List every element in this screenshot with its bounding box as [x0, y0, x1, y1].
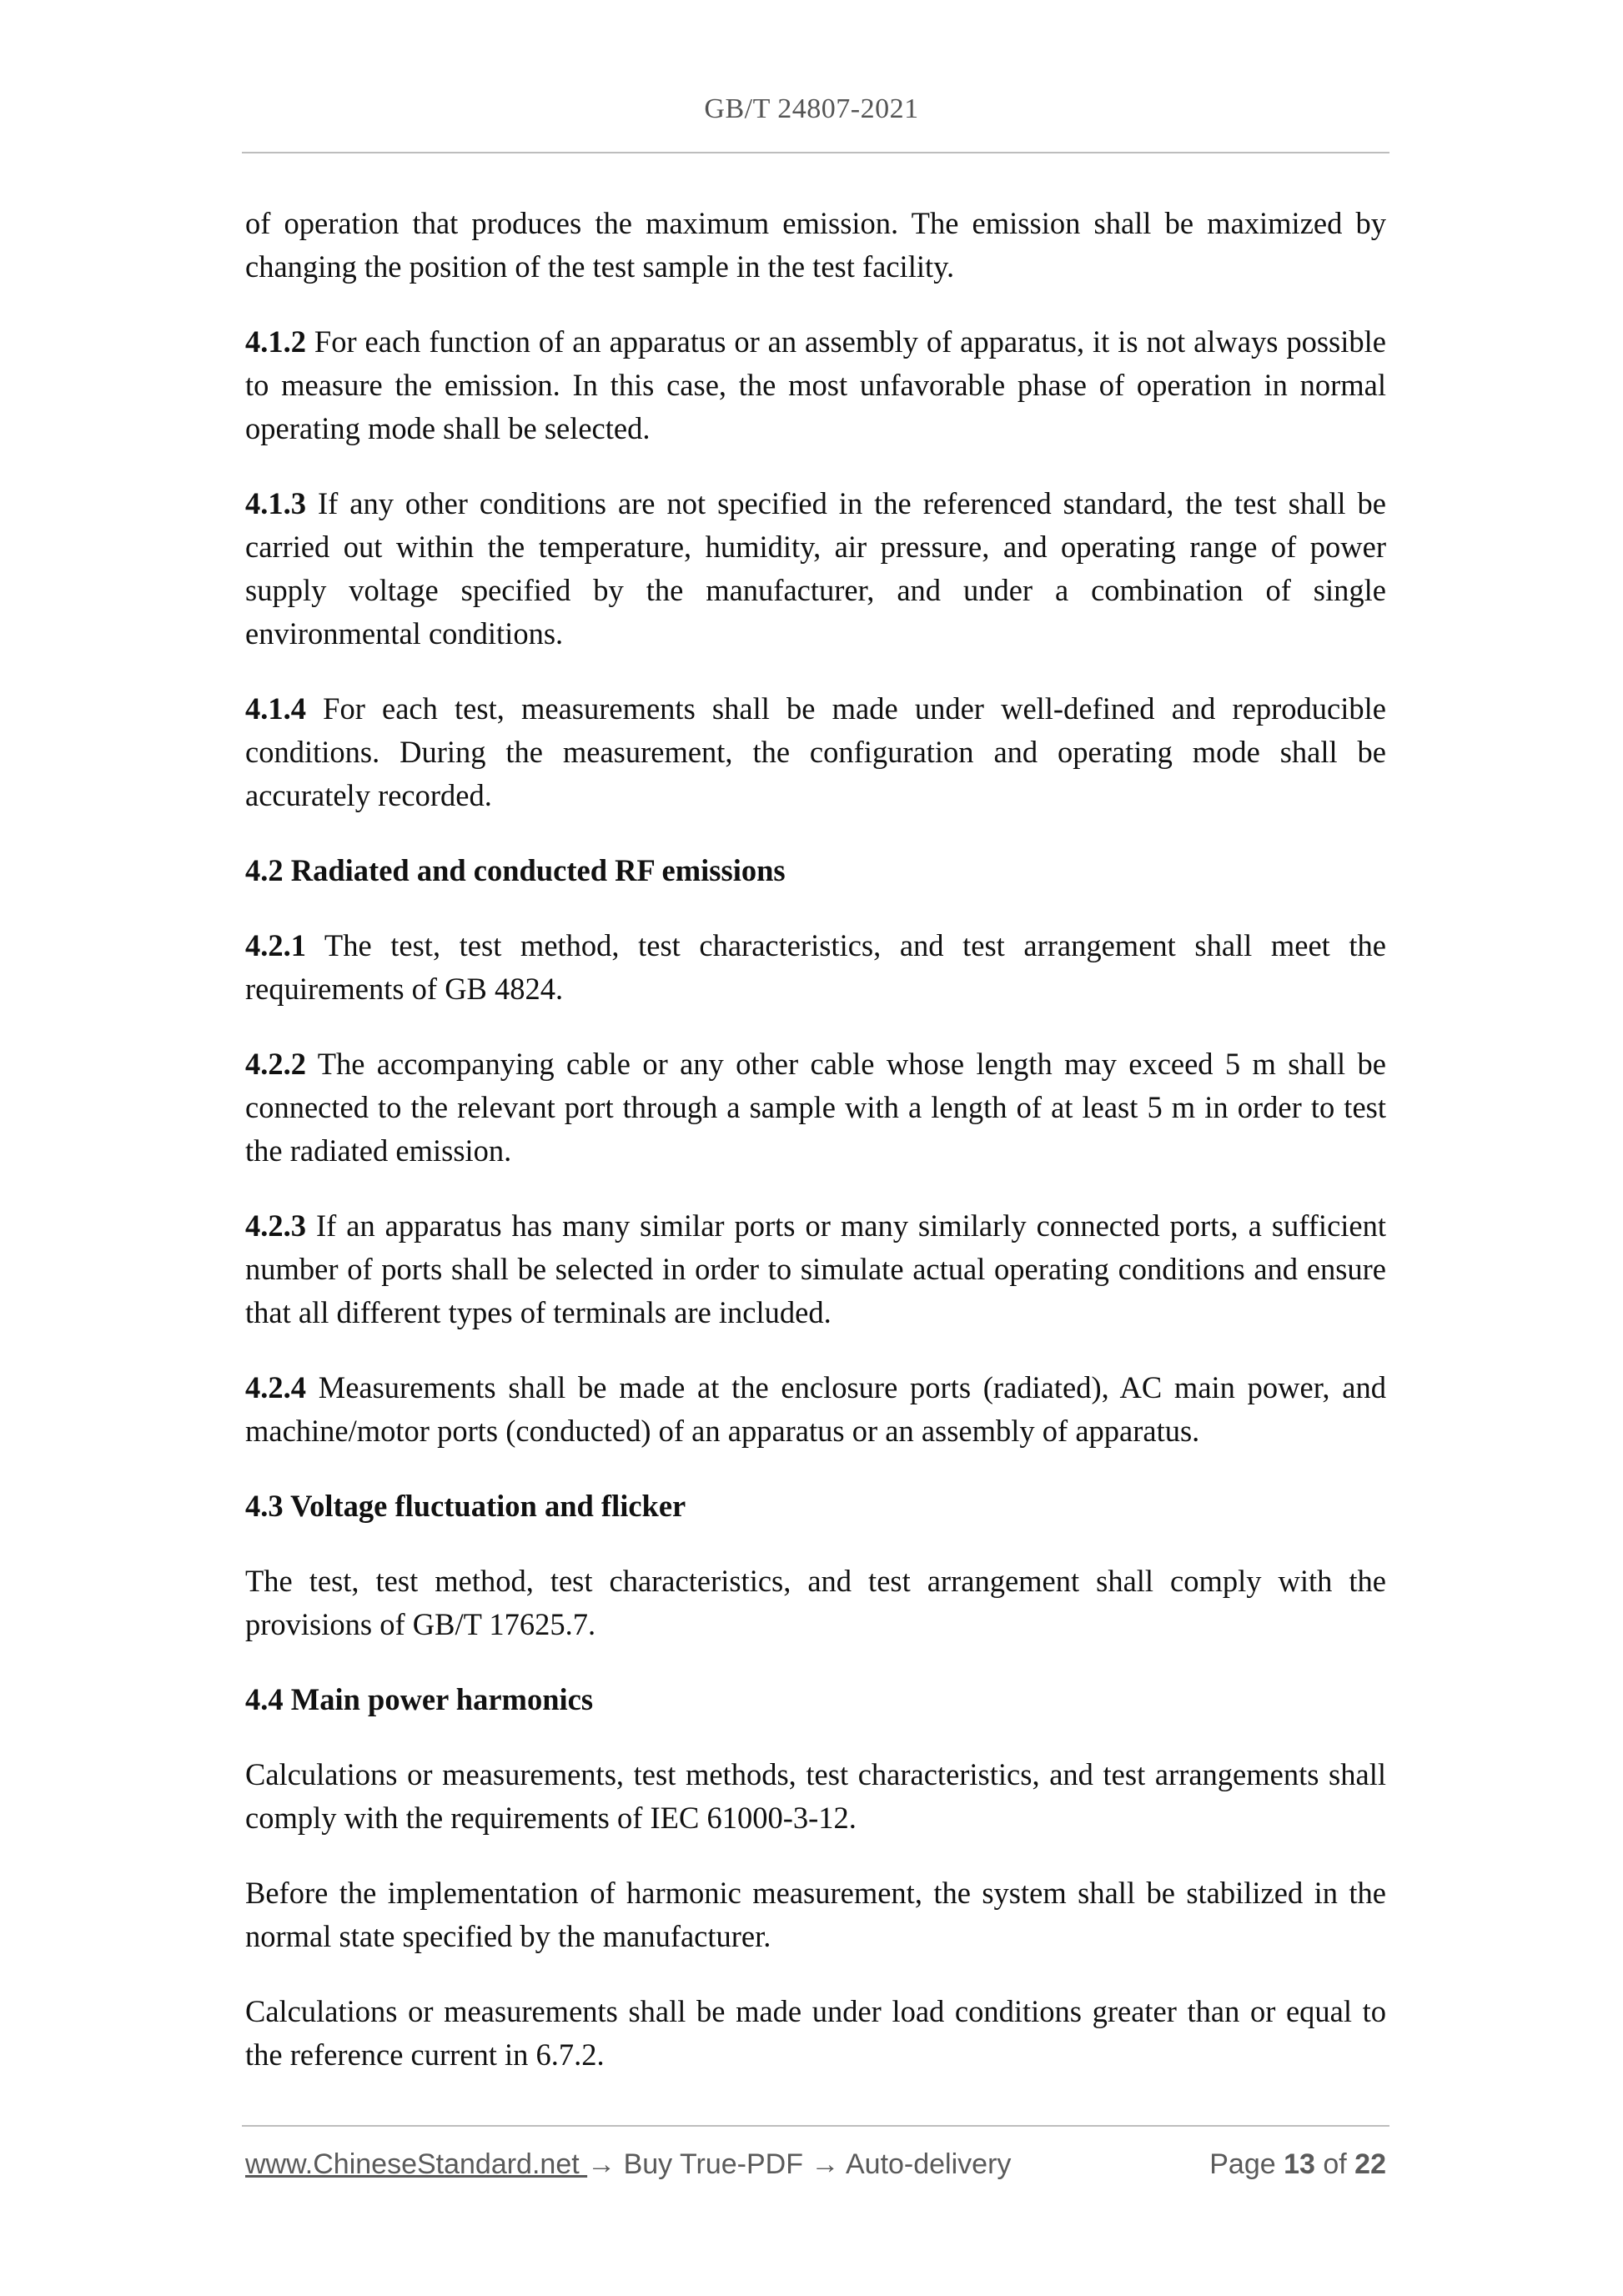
total-pages: 22: [1354, 2148, 1386, 2180]
page-header: GB/T 24807-2021: [704, 93, 919, 124]
arrow-right-icon: →: [811, 2148, 840, 2180]
paragraph: [245, 1753, 1386, 1840]
auto-delivery-text: Auto-delivery: [839, 2148, 1012, 2180]
clause-number: 4.1.3: [245, 486, 306, 520]
page-footer: [245, 2148, 1386, 2192]
paragraph: [245, 687, 1386, 817]
clause-number: 4.2.1: [245, 928, 306, 962]
paragraph-text: The test, test method, test characteristics, and test arrangement shall comply with the provisions of GB/T 17625.7.: [245, 1564, 1386, 1641]
website-link[interactable]: www.ChineseStandard.net: [245, 2148, 588, 2180]
current-page: 13: [1284, 2148, 1315, 2180]
paragraph-text: If any other conditions are not specified in the referenced standard, the test shall be carried out within the temperature, humidity, air pressure, and operating range of power supply voltage specified by the manufacturer, and under a combination of single environmental conditions.: [245, 486, 1386, 651]
arrow-right-icon: →: [587, 2148, 616, 2180]
paragraph-text: of operation that produces the maximum emission. The emission shall be maximized by changing the position of the test sample in the test facility.: [245, 206, 1386, 284]
paragraph: [245, 1204, 1386, 1334]
document-body: [245, 202, 1386, 2077]
paragraph-text: The accompanying cable or any other cable whose length may exceed 5 m shall be connected to the relevant port through a sample with a length of at least 5 m in order to test the radiated emission.: [245, 1047, 1386, 1168]
paragraph-text: Calculations or measurements shall be made under load conditions greater than or equal to the reference current in 6.7.2.: [245, 1994, 1386, 2072]
page-of-label: of: [1314, 2148, 1355, 2180]
paragraph: [245, 320, 1386, 450]
buy-pdf-text: Buy True-PDF: [616, 2148, 812, 2180]
section-heading: 4.4 Main power harmonics: [245, 1682, 594, 1716]
clause-number: 4.1.4: [245, 691, 306, 726]
page-number: [1209, 2148, 1386, 2181]
paragraph-text: Measurements shall be made at the enclosure ports (radiated), AC main power, and machine/motor ports (conducted) of an apparatus or an assembly of apparatus.: [245, 1370, 1386, 1448]
section-heading: 4.3 Voltage fluctuation and flicker: [245, 1489, 686, 1523]
paragraph-text: For each test, measurements shall be made under well-defined and reproducible conditions. During the measurement, the configuration and operating mode shall be accurately recorded.: [245, 691, 1386, 812]
paragraph: [245, 1042, 1386, 1173]
paragraph: [245, 482, 1386, 656]
paragraph: [245, 1560, 1386, 1646]
clause-number: 4.2.4: [245, 1370, 306, 1404]
paragraph-text: Calculations or measurements, test methods, test characteristics, and test arrangements shall comply with the requirements of IEC 61000-3-12.: [245, 1757, 1386, 1835]
page-label: Page: [1209, 2148, 1284, 2180]
paragraph: [245, 1871, 1386, 1958]
clause-number: 4.2.2: [245, 1047, 306, 1081]
paragraph-text: For each function of an apparatus or an assembly of apparatus, it is not always possible to measure the emission. In this case, the most unfavorable phase of operation in normal operating mode shall be selected.: [245, 324, 1386, 445]
header-divider: [242, 152, 1389, 153]
paragraph-text: The test, test method, test characteristics, and test arrangement shall meet the requirements of GB 4824.: [245, 928, 1386, 1006]
paragraph: [245, 1990, 1386, 2077]
paragraph-text: Before the implementation of harmonic measurement, the system shall be stabilized in the normal state specified by the manufacturer.: [245, 1876, 1386, 1953]
paragraph: [245, 202, 1386, 289]
section-heading: 4.2 Radiated and conducted RF emissions: [245, 853, 786, 887]
paragraph: [245, 924, 1386, 1011]
clause-number: 4.2.3: [245, 1208, 306, 1243]
paragraph: [245, 1366, 1386, 1453]
clause-number: 4.1.2: [245, 324, 306, 359]
footer-divider: [242, 2125, 1389, 2127]
paragraph-text: If an apparatus has many similar ports or many similarly connected ports, a sufficient number of ports shall be selected in order to simulate actual operating conditions and ensure that all different types of terminals are included.: [245, 1208, 1386, 1329]
footer-promo: [245, 2148, 1011, 2181]
